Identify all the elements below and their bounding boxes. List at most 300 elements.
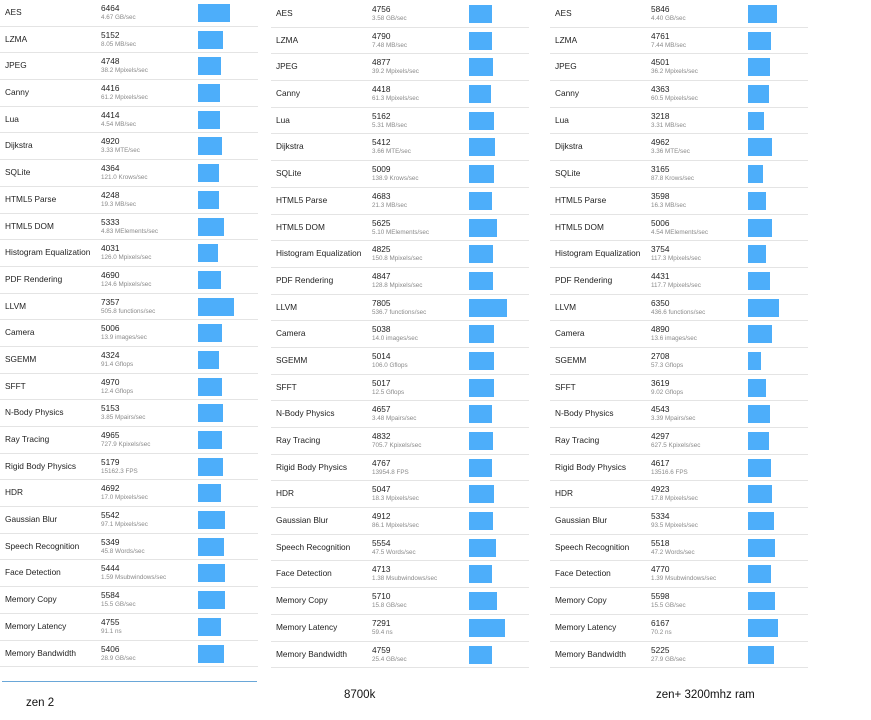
benchmark-score: 3165 (651, 164, 670, 175)
benchmark-name: AES (5, 7, 22, 17)
benchmark-score: 4692 (101, 483, 120, 494)
benchmark-row (0, 267, 258, 294)
benchmark-row (550, 375, 808, 402)
benchmark-throughput: 15.5 GB/sec (651, 602, 686, 610)
benchmark-name: Rigid Body Physics (276, 461, 348, 472)
score-bar (198, 57, 221, 75)
benchmark-name: PDF Rendering (276, 274, 334, 285)
benchmark-throughput: 1.38 Msubwindows/sec (372, 575, 438, 583)
score-bar (198, 84, 220, 102)
benchmark-row (550, 321, 808, 348)
benchmark-name: LZMA (555, 34, 578, 45)
score-bar (748, 405, 770, 423)
benchmark-throughput: 3.66 MTE/sec (372, 148, 411, 156)
benchmark-name: Histogram Equalization (276, 248, 362, 259)
benchmark-row (0, 27, 258, 54)
benchmark-name: Memory Copy (555, 595, 607, 606)
score-bar (469, 112, 494, 130)
benchmark-throughput: 8.05 MB/sec (101, 40, 136, 48)
benchmark-score: 5584 (101, 590, 120, 601)
benchmark-score: 5349 (101, 536, 120, 547)
benchmark-score: 4683 (372, 190, 391, 201)
benchmark-score: 4965 (101, 430, 120, 440)
benchmark-name: HTML5 DOM (555, 221, 604, 232)
benchmark-name: Memory Bandwidth (555, 648, 627, 659)
benchmark-throughput: 28.9 GB/sec (101, 654, 136, 662)
benchmark-row (0, 294, 258, 321)
benchmark-score: 5542 (101, 510, 120, 521)
benchmark-throughput: 117.7 Mpixels/sec (651, 281, 701, 289)
score-bar (748, 646, 774, 664)
benchmark-name: JPEG (5, 60, 27, 71)
score-bar (198, 538, 224, 556)
benchmark-score: 4363 (651, 84, 670, 95)
column-caption-zen-plus: zen+ 3200mhz ram (656, 689, 755, 701)
benchmark-row (550, 215, 808, 242)
benchmark-row (0, 214, 258, 241)
benchmark-throughput: 138.9 Krows/sec (372, 175, 419, 183)
benchmark-score: 4031 (101, 243, 120, 254)
benchmark-score: 5006 (651, 217, 670, 228)
benchmark-score: 4713 (372, 564, 391, 575)
benchmark-score: 4418 (372, 84, 391, 95)
benchmark-name: Camera (5, 327, 35, 338)
score-bar (748, 379, 766, 397)
benchmark-row (271, 642, 529, 669)
benchmark-row (0, 107, 258, 134)
benchmark-throughput: 60.5 Mpixels/sec (651, 95, 698, 103)
score-bar (748, 85, 769, 103)
score-bar (748, 565, 771, 583)
benchmark-throughput: 4.67 GB/sec (101, 14, 136, 21)
benchmark-score: 4770 (651, 564, 670, 575)
benchmark-score: 4767 (372, 457, 391, 468)
benchmark-row (550, 588, 808, 615)
score-bar (748, 592, 775, 610)
benchmark-name: HTML5 Parse (555, 194, 607, 205)
benchmark-name: Gaussian Blur (5, 514, 58, 525)
benchmark-name: SGEMM (555, 354, 587, 365)
benchmark-score: 3619 (651, 377, 670, 388)
benchmark-name: Memory Latency (555, 621, 617, 632)
benchmark-score: 5017 (372, 377, 391, 388)
benchmark-throughput: 117.3 Mpixels/sec (651, 255, 701, 263)
benchmark-row (550, 54, 808, 81)
benchmark-row (271, 108, 529, 135)
benchmark-name: SGEMM (5, 353, 37, 364)
benchmark-throughput: 47.2 Words/sec (651, 548, 695, 556)
benchmark-name: Gaussian Blur (276, 515, 329, 526)
benchmark-row (550, 108, 808, 135)
benchmark-row (0, 187, 258, 214)
benchmark-score: 5038 (372, 324, 391, 335)
benchmark-score: 7291 (372, 617, 391, 628)
score-bar (469, 485, 494, 503)
benchmark-throughput: 57.3 Gflops (651, 361, 684, 369)
benchmark-score: 4414 (101, 109, 120, 120)
benchmark-row (0, 560, 258, 587)
benchmark-name: Face Detection (555, 568, 611, 579)
benchmark-name: Dijkstra (555, 141, 583, 152)
benchmark-score: 4755 (101, 616, 120, 627)
benchmark-row (550, 615, 808, 642)
benchmark-row (550, 188, 808, 215)
benchmark-throughput: 59.4 ns (372, 628, 393, 636)
score-bar (469, 592, 497, 610)
score-bar (469, 646, 492, 664)
benchmark-throughput: 93.5 Mpixels/sec (651, 522, 698, 530)
benchmark-throughput: 87.8 Krows/sec (651, 175, 695, 183)
benchmark-throughput: 124.6 Mpixels/sec (101, 280, 152, 288)
benchmark-score: 4364 (101, 163, 120, 174)
score-bar (748, 432, 769, 450)
score-bar (198, 191, 219, 209)
benchmark-row (0, 320, 258, 347)
score-bar (469, 272, 493, 290)
score-bar (198, 351, 219, 369)
score-bar (469, 565, 492, 583)
benchmark-throughput: 45.8 Words/sec (101, 547, 145, 555)
score-bar (748, 245, 766, 263)
benchmark-name: LLVM (5, 300, 27, 311)
benchmark-score: 5153 (101, 403, 120, 414)
benchmark-score: 4748 (101, 56, 120, 67)
benchmark-score: 5444 (101, 563, 120, 574)
score-bar (748, 512, 774, 530)
score-bar (198, 31, 223, 49)
benchmark-name: Speech Recognition (5, 540, 80, 551)
benchmark-throughput: 70.2 ns (651, 628, 672, 636)
benchmark-row (550, 241, 808, 268)
benchmark-score: 5625 (372, 217, 391, 228)
benchmark-name: Memory Copy (5, 594, 57, 605)
benchmark-name: Memory Bandwidth (276, 648, 348, 659)
benchmark-throughput: 150.8 Mpixels/sec (372, 255, 423, 263)
benchmark-score: 4617 (651, 457, 670, 468)
benchmark-name: SFFT (5, 380, 26, 391)
benchmark-name: N-Body Physics (555, 408, 614, 419)
benchmark-row (271, 321, 529, 348)
benchmark-name: N-Body Physics (5, 407, 64, 418)
benchmark-score: 4416 (101, 83, 120, 94)
benchmark-throughput: 4.40 GB/sec (651, 15, 686, 22)
benchmark-throughput: 15.8 GB/sec (372, 602, 407, 610)
benchmark-name: HDR (555, 488, 573, 499)
benchmark-score: 4657 (372, 404, 391, 415)
benchmark-name: Canny (5, 87, 29, 98)
benchmark-name: LLVM (555, 301, 577, 312)
benchmark-score: 4790 (372, 30, 391, 41)
column-caption-8700k: 8700k (344, 689, 376, 701)
benchmark-score: 4543 (651, 404, 670, 415)
benchmark-score: 4832 (372, 431, 391, 441)
benchmark-throughput: 1.39 Msubwindows/sec (651, 575, 717, 583)
benchmark-throughput: 7.44 MB/sec (651, 41, 686, 49)
score-bar (748, 619, 778, 637)
benchmark-score: 3754 (651, 244, 670, 255)
score-bar (198, 618, 221, 636)
score-bar (748, 138, 772, 156)
benchmark-row (271, 161, 529, 188)
benchmark-name: Lua (276, 114, 290, 125)
benchmark-row (550, 428, 808, 455)
benchmark-throughput: 36.2 Mpixels/sec (651, 68, 698, 76)
benchmark-name: Face Detection (276, 568, 332, 579)
score-bar (469, 539, 496, 557)
score-bar (198, 164, 219, 182)
score-bar (469, 405, 492, 423)
score-bar (469, 512, 493, 530)
benchmark-row (271, 188, 529, 215)
benchmark-name: SFFT (555, 381, 576, 392)
score-bar (469, 325, 494, 343)
benchmark-score: 6167 (651, 617, 670, 628)
benchmark-throughput: 505.8 functions/sec (101, 307, 156, 315)
benchmark-score: 4890 (651, 324, 670, 335)
benchmark-score: 4962 (651, 137, 670, 148)
score-bar (198, 298, 234, 316)
benchmark-score: 5006 (101, 323, 120, 334)
score-bar (198, 564, 225, 582)
benchmark-row (0, 641, 258, 668)
benchmark-score: 4912 (372, 511, 391, 522)
benchmark-throughput: 126.0 Mpixels/sec (101, 254, 152, 262)
benchmark-throughput: 18.3 Mpixels/sec (372, 495, 419, 503)
benchmark-name: N-Body Physics (276, 408, 335, 419)
score-bar (469, 245, 493, 263)
benchmark-throughput: 436.6 functions/sec (651, 308, 706, 316)
benchmark-throughput: 25.4 GB/sec (372, 655, 407, 663)
benchmark-throughput: 97.1 Mpixels/sec (101, 521, 148, 529)
benchmark-name: Ray Tracing (555, 435, 600, 445)
benchmark-score: 5598 (651, 591, 670, 602)
benchmark-row (271, 455, 529, 482)
benchmark-score: 2708 (651, 350, 670, 361)
benchmark-row (271, 215, 529, 242)
benchmark-score: 4248 (101, 189, 120, 200)
score-bar (748, 459, 771, 477)
benchmark-score: 4825 (372, 244, 391, 255)
benchmark-row (271, 1, 529, 28)
benchmark-row (0, 160, 258, 187)
benchmark-row (0, 80, 258, 107)
benchmark-row (271, 28, 529, 55)
benchmark-row (550, 1, 808, 28)
score-bar (198, 111, 220, 129)
benchmark-throughput: 61.3 Mpixels/sec (372, 95, 419, 103)
benchmark-score: 4847 (372, 270, 391, 281)
score-bar (748, 485, 772, 503)
score-bar (198, 431, 222, 449)
benchmark-row (0, 133, 258, 160)
benchmark-row (0, 507, 258, 534)
benchmark-throughput: 121.0 Krows/sec (101, 174, 148, 182)
benchmark-score: 3218 (651, 110, 670, 121)
benchmark-row (0, 480, 258, 507)
benchmark-name: Memory Bandwidth (5, 647, 77, 658)
benchmark-throughput: 61.2 Mpixels/sec (101, 94, 148, 102)
score-bar (469, 138, 495, 156)
score-bar (748, 272, 770, 290)
score-bar (748, 32, 771, 50)
benchmark-score: 6350 (651, 297, 670, 308)
benchmark-score: 5162 (372, 110, 391, 121)
benchmark-throughput: 627.5 Kpixels/sec (651, 442, 701, 449)
score-bar (469, 32, 492, 50)
benchmark-name: SQLite (5, 167, 31, 178)
benchmark-throughput: 7.48 MB/sec (372, 41, 407, 49)
column-caption-zen2: zen 2 (26, 697, 55, 709)
benchmark-throughput: 5.31 MB/sec (372, 121, 407, 129)
score-bar (748, 192, 766, 210)
benchmark-score: 4324 (101, 349, 120, 360)
benchmark-name: Memory Latency (276, 621, 338, 632)
score-bar (469, 192, 492, 210)
benchmark-name: Lua (5, 113, 19, 124)
benchmark-name: PDF Rendering (555, 274, 613, 285)
benchmark-score: 5009 (372, 164, 391, 175)
benchmark-name: Lua (555, 114, 569, 125)
benchmark-throughput: 14.0 images/sec (372, 335, 418, 343)
benchmark-name: JPEG (555, 61, 577, 72)
benchmark-score: 3598 (651, 190, 670, 201)
benchmark-throughput: 47.5 Words/sec (372, 548, 416, 556)
benchmark-name: SGEMM (276, 354, 308, 365)
score-bar (748, 299, 779, 317)
benchmark-throughput: 727.9 Kpixels/sec (101, 441, 151, 448)
benchmark-row (271, 348, 529, 375)
benchmark-throughput: 3.31 MB/sec (651, 121, 686, 129)
score-bar (469, 165, 494, 183)
benchmark-name: AES (276, 8, 293, 18)
benchmark-score: 7805 (372, 297, 391, 308)
benchmark-row (550, 348, 808, 375)
benchmark-row (0, 400, 258, 427)
benchmark-column-8700k (271, 1, 529, 668)
benchmark-row (0, 534, 258, 561)
benchmark-throughput: 12.4 Gflops (101, 387, 134, 395)
column-underline (2, 681, 257, 682)
score-bar (198, 4, 230, 22)
benchmark-throughput: 17.8 Mpixels/sec (651, 495, 698, 503)
benchmark-row (0, 347, 258, 374)
benchmark-name: Gaussian Blur (555, 515, 608, 526)
benchmark-throughput: 21.3 MB/sec (372, 201, 407, 209)
benchmark-name: Rigid Body Physics (5, 460, 77, 471)
score-bar (198, 271, 221, 289)
score-bar (469, 299, 507, 317)
benchmark-throughput: 17.0 Mpixels/sec (101, 494, 148, 502)
benchmark-throughput: 128.8 Mpixels/sec (372, 281, 423, 289)
benchmark-row (271, 134, 529, 161)
benchmark-column-zen-plus (550, 1, 808, 668)
benchmark-row (271, 268, 529, 295)
benchmark-throughput: 3.58 GB/sec (372, 15, 407, 22)
benchmark-name: Histogram Equalization (555, 248, 641, 259)
benchmark-throughput: 3.39 Mpairs/sec (651, 415, 696, 423)
benchmark-row (0, 0, 258, 27)
benchmark-row (271, 81, 529, 108)
benchmark-throughput: 4.83 MElements/sec (101, 227, 159, 235)
benchmark-score: 4920 (101, 136, 120, 147)
benchmark-throughput: 91.1 ns (101, 627, 122, 635)
benchmark-name: Camera (276, 328, 306, 339)
benchmark-throughput: 705.7 Kpixels/sec (372, 442, 422, 449)
score-bar (748, 58, 770, 76)
benchmark-throughput: 3.85 Mpairs/sec (101, 414, 146, 422)
benchmark-score: 4970 (101, 376, 120, 387)
benchmark-name: SQLite (276, 168, 302, 179)
benchmark-score: 4761 (651, 30, 670, 41)
benchmark-row (550, 481, 808, 508)
benchmark-row (271, 428, 529, 455)
benchmark-name: LZMA (5, 33, 28, 44)
benchmark-throughput: 12.5 Gflops (372, 388, 405, 396)
benchmark-score: 4501 (651, 57, 670, 68)
score-bar (469, 58, 493, 76)
benchmark-name: Ray Tracing (276, 435, 321, 445)
benchmark-score: 4690 (101, 269, 120, 280)
benchmark-row (550, 561, 808, 588)
benchmark-name: Speech Recognition (555, 541, 630, 552)
benchmark-throughput: 38.2 Mpixels/sec (101, 67, 148, 75)
benchmark-row (0, 454, 258, 481)
benchmark-throughput: 13.9 images/sec (101, 334, 147, 342)
benchmark-throughput: 13954.8 FPS (372, 468, 409, 476)
benchmark-score: 4297 (651, 431, 670, 441)
benchmark-throughput: 5.10 MElements/sec (372, 228, 430, 236)
benchmark-throughput: 19.3 MB/sec (101, 200, 136, 208)
score-bar (469, 379, 494, 397)
score-bar (469, 432, 493, 450)
benchmark-throughput: 3.36 MTE/sec (651, 148, 690, 156)
score-bar (748, 325, 772, 343)
benchmark-score: 4923 (651, 484, 670, 495)
benchmark-row (550, 295, 808, 322)
benchmark-row (550, 28, 808, 55)
score-bar (198, 218, 224, 236)
benchmark-name: HTML5 DOM (5, 220, 54, 231)
benchmark-name: LZMA (276, 34, 299, 45)
benchmark-throughput: 86.1 Mpixels/sec (372, 522, 419, 530)
benchmark-score: 6464 (101, 3, 120, 13)
benchmark-score: 5047 (372, 484, 391, 495)
benchmark-row (271, 615, 529, 642)
benchmark-score: 5412 (372, 137, 391, 148)
benchmark-score: 5334 (651, 511, 670, 522)
benchmark-score: 4759 (372, 644, 391, 655)
score-bar (198, 378, 222, 396)
benchmark-row (271, 535, 529, 562)
benchmark-name: PDF Rendering (5, 273, 63, 284)
score-bar (748, 352, 761, 370)
benchmark-row (271, 561, 529, 588)
benchmark-row (550, 81, 808, 108)
benchmark-score: 5179 (101, 456, 120, 467)
benchmark-row (271, 375, 529, 402)
benchmark-row (271, 508, 529, 535)
benchmark-name: HTML5 DOM (276, 221, 325, 232)
benchmark-name: Speech Recognition (276, 541, 351, 552)
benchmark-row (550, 401, 808, 428)
benchmark-score: 5846 (651, 4, 670, 14)
benchmark-row (550, 455, 808, 482)
benchmark-row (0, 240, 258, 267)
benchmark-name: HTML5 Parse (276, 194, 328, 205)
benchmark-score: 4756 (372, 4, 391, 14)
score-bar (198, 137, 222, 155)
benchmark-throughput: 536.7 functions/sec (372, 308, 427, 316)
